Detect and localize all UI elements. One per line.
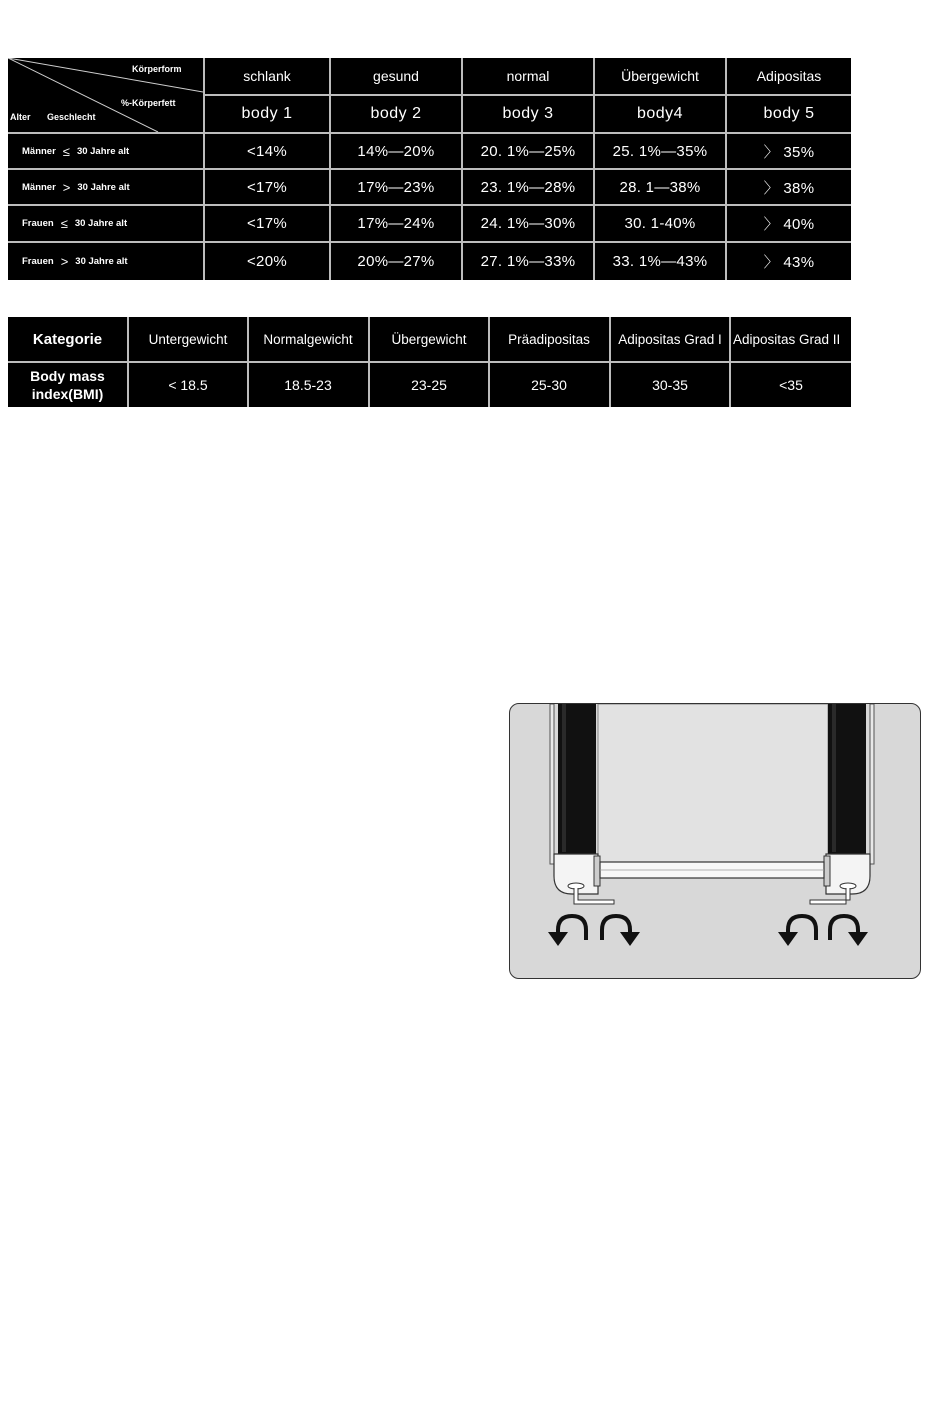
grid-line (8, 241, 851, 243)
bmi-category-header: Adipositas Grad I (611, 317, 729, 361)
corner-alter: Alter (10, 112, 31, 122)
clockwise-arrow-icon (830, 916, 868, 946)
table-cell: <20% (205, 243, 329, 280)
bmi-value: < 18.5 (129, 363, 247, 407)
row-age: 30 Jahre alt (74, 218, 128, 229)
table-cell: 14%—20% (331, 134, 461, 168)
grid-line (8, 132, 851, 134)
header-body-3: body 3 (463, 96, 593, 132)
header-body-2: body 2 (331, 96, 461, 132)
row-label-men-under-30 (8, 134, 203, 168)
belt-adjustment-diagram (509, 703, 921, 979)
row-age: 30 Jahre alt (75, 256, 128, 267)
bmi-table (8, 317, 851, 407)
treadmill-illustration (510, 704, 921, 979)
bmi-category-header: Übergewicht (370, 317, 488, 361)
header-body-1: body 1 (205, 96, 329, 132)
corner-koerperfett: %-Körperfett (121, 98, 176, 108)
table-cell: 24. 1%—30% (463, 206, 593, 241)
table-cell: <17% (205, 170, 329, 204)
table-cell: <17% (205, 206, 329, 241)
table-cell: 28. 1—38% (595, 170, 725, 204)
clockwise-arrow-icon (602, 916, 640, 946)
corner-geschlecht: Geschlecht (47, 112, 96, 122)
corner-koerperform: Körperform (132, 64, 182, 74)
bmi-row-label (8, 363, 127, 407)
row-symbol: ≤ (62, 143, 70, 159)
table-cell: <14% (205, 134, 329, 168)
table-cell: 33. 1%—43% (595, 243, 725, 280)
row-symbol: ≤ (60, 216, 68, 231)
grid-line (8, 361, 851, 363)
counterclockwise-arrow-icon (548, 916, 586, 946)
table-cell: 〉 35% (727, 134, 851, 168)
bmi-value: <35 (731, 363, 851, 407)
header-uebergewicht: Übergewicht (595, 58, 725, 94)
row-symbol: > (62, 179, 71, 195)
bmi-value: 18.5-23 (249, 363, 367, 407)
row-group: Männer (22, 145, 56, 157)
table-cell: 17%—23% (331, 170, 461, 204)
row-symbol: > (60, 254, 69, 269)
bmi-category-header: Präadipositas (490, 317, 608, 361)
row-group: Männer (22, 181, 56, 193)
row-label-women-over-30 (8, 243, 203, 280)
row-label-men-over-30 (8, 170, 203, 204)
row-group: Frauen (22, 256, 54, 267)
bmi-category-header: Adipositas Grad II (731, 317, 851, 361)
table-cell: 25. 1%—35% (595, 134, 725, 168)
header-body-5: body 5 (727, 96, 851, 132)
bmi-value: 30-35 (611, 363, 729, 407)
table-cell: 〉 43% (727, 243, 851, 280)
row-label-women-under-30 (8, 206, 203, 241)
row-age: 30 Jahre alt (77, 181, 130, 193)
table-cell: 17%—24% (331, 206, 461, 241)
counterclockwise-arrow-icon (778, 916, 816, 946)
bmi-row-label-line-1: Body mass (30, 368, 105, 384)
header-normal: normal (463, 58, 593, 94)
corner-cell (8, 58, 203, 132)
grid-line (8, 168, 851, 170)
table-cell: 20. 1%—25% (463, 134, 593, 168)
table-cell: 〉 40% (727, 206, 851, 241)
table-cell: 30. 1-40% (595, 206, 725, 241)
table-cell: 20%—27% (331, 243, 461, 280)
bmi-value: 23-25 (370, 363, 488, 407)
header-schlank: schlank (205, 58, 329, 94)
grid-line (203, 94, 851, 96)
row-age: 30 Jahre alt (76, 145, 130, 157)
table-cell: 〉 38% (727, 170, 851, 204)
bmi-category-header: Untergewicht (129, 317, 247, 361)
grid-line (8, 204, 851, 206)
table-cell: 27. 1%—33% (463, 243, 593, 280)
header-gesund: gesund (331, 58, 461, 94)
header-adipositas: Adipositas (727, 58, 851, 94)
body-fat-table (8, 58, 851, 280)
bmi-kategorie-header: Kategorie (8, 317, 127, 361)
bmi-category-header: Normalgewicht (249, 317, 367, 361)
row-group: Frauen (22, 218, 54, 229)
bmi-value: 25-30 (490, 363, 608, 407)
header-body-4: body4 (595, 96, 725, 132)
bmi-row-label-line-2: index(BMI) (31, 386, 104, 402)
table-cell: 23. 1%—28% (463, 170, 593, 204)
